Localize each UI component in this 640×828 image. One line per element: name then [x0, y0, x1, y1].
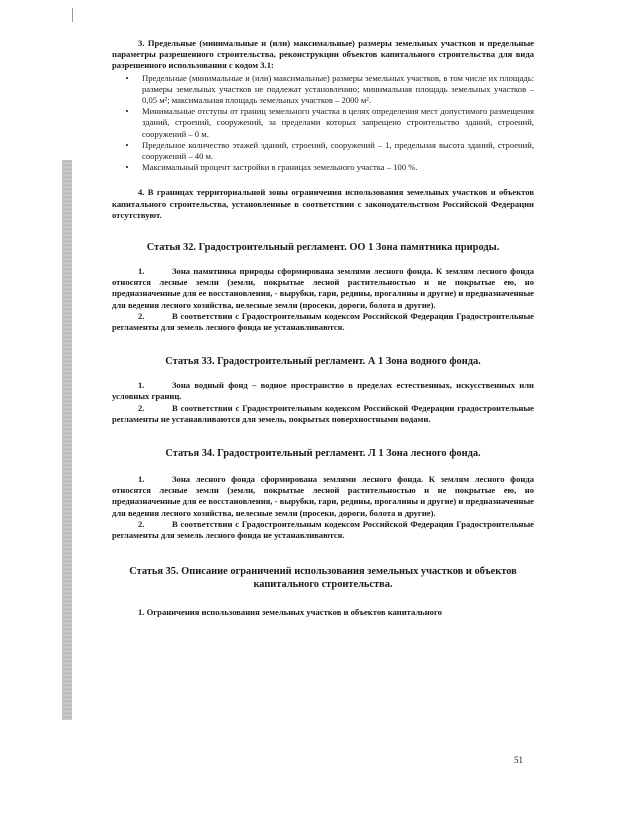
- article-34-paragraph-2: [112, 519, 534, 541]
- article-32-paragraph-2: [112, 311, 534, 333]
- list-item-text: Минимальные отступы от границ земельного участка в целях определения мест допустимого размещения зданий, строений, сооружений, за пределами которых запрещено строительство зданий, строений, сооружений – 0 м.: [142, 106, 534, 139]
- bullet-icon: •: [125, 162, 129, 173]
- paragraph-number: 2.: [138, 310, 145, 321]
- bullet-icon: •: [125, 106, 129, 117]
- list-item: [112, 140, 534, 162]
- paragraph-text: В соответствии с Градостроительным кодексом Российской Федерации градостроительные регламенты не устанавливаются для земель, покрытых поверхностными водами.: [112, 402, 534, 424]
- paragraph-number: 2.: [138, 518, 145, 529]
- paragraph-number: 2.: [138, 402, 145, 413]
- scan-edge-mark: [72, 8, 73, 22]
- article-33-paragraph-2: [112, 403, 534, 425]
- list-item: [112, 162, 534, 173]
- paragraph-number: 1.: [138, 380, 145, 391]
- list-item-text: Максимальный процент застройки в границах земельного участка – 100 %.: [142, 162, 418, 173]
- section-3-title: 3. Предельные (минимальные и (или) максимальные) размеры земельных участков и предельные параметры разрешенного строительства, реконструкции объектов капитального строительства для вида разрешенного использования с кодом 3.1:: [112, 38, 534, 71]
- bullet-icon: •: [125, 72, 129, 83]
- paragraph-number: 1.: [138, 266, 145, 277]
- article-33-title: Статья 33. Градостроительный регламент. А 1 Зона водного фонда.: [165, 356, 481, 368]
- paragraph-text: Зона водный фонд – водное пространство в пределах естественных, искусственных или условных границ.: [112, 380, 534, 402]
- list-item-text: Предельное количество этажей зданий, строений, сооружений – 1, предельная высота зданий, строений, сооружений – 40 м.: [142, 139, 534, 162]
- page-number: 51: [514, 755, 523, 765]
- paragraph-text: Зона памятника природы сформирована землями лесного фонда. К землям лесного фонда относятся лесные земли (земли, покрытые лесной растительностью и не покрытые ею, но предназначенные для ее восстановления, - вырубки, гари, редины, прогалины и другие) и предназначенные для ведения лесного хозяйства, нелесные земли (просеки, дороги, болота и другие).: [112, 266, 534, 310]
- paragraph-number: 1.: [138, 474, 145, 485]
- list-item: [112, 106, 534, 140]
- paragraph-text: В соответствии с Градостроительным кодексом Российской Федерации Градостроительные регламенты для земель лесного фонда не устанавливаются.: [112, 310, 534, 333]
- paragraph-text: В соответствии с Градостроительным кодексом Российской Федерации Градостроительные регламенты для земель лесного фонда не устанавливаются.: [112, 518, 534, 541]
- article-32-paragraph-1: [112, 266, 534, 311]
- article-34-paragraph-1: [112, 474, 534, 519]
- article-33-paragraph-1: [112, 380, 534, 402]
- list-item: [112, 73, 534, 107]
- article-35-title: Статья 35. Описание ограничений использования земельных участков и объектов капитального строительства.: [129, 566, 517, 591]
- article-32-title: Статья 32. Градостроительный регламент. ОО 1 Зона памятника природы.: [146, 242, 500, 254]
- scan-binding-strip: [62, 160, 72, 720]
- section-4-text: 4. В границах территориальной зоны ограничения использования земельных участков и объектов капитального строительства, установленные в соответствии с законодательством Российской Федерации отсутствуют.: [112, 187, 534, 220]
- bullet-icon: •: [125, 139, 129, 150]
- article-35-paragraph-1: 1. Ограничения использования земельных участков и объектов капитального: [138, 607, 442, 618]
- paragraph-text: Зона лесного фонда сформирована землями лесного фонда. К землям лесного фонда относятся лесные земли (земли, покрытые лесной растительностью и не покрытые ею, но предназначенные для ее восстановления, - вырубки, гари, редины, прогалины и другие) и предназначенные для ведения лесного хозяйства, нелесные земли (просеки, дороги, болота и другие).: [112, 474, 534, 518]
- list-item-text: Предельные (минимальные и (или) максимальные) размеры земельных участков, в том числе их площадь: размеры земельных участков не подлежат установлению; минимальная площадь земельных участков – 0,05 м²; максимальная площадь земельных участков – 2000 м².: [142, 72, 534, 106]
- document-page: [112, 38, 534, 619]
- article-34-title: Статья 34. Градостроительный регламент. Л 1 Зона лесного фонда.: [165, 448, 481, 460]
